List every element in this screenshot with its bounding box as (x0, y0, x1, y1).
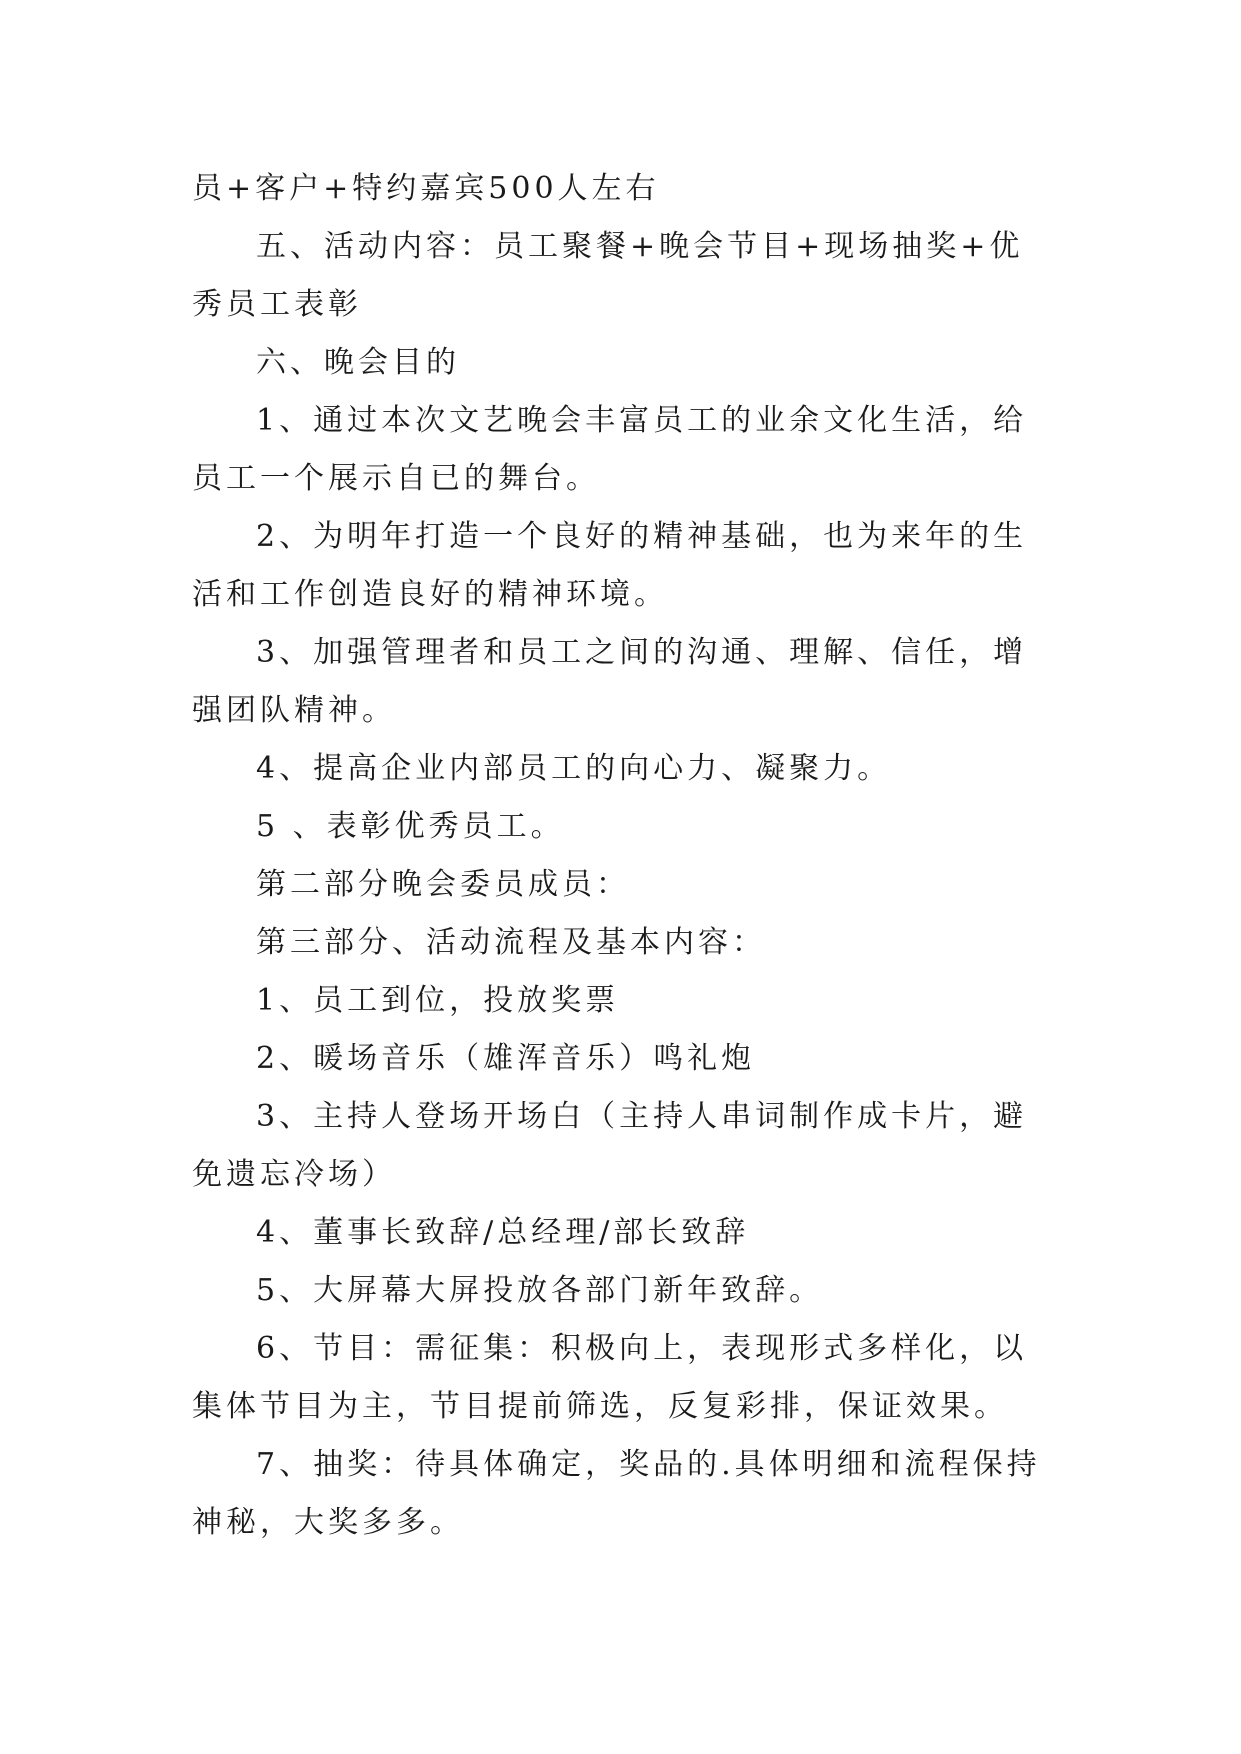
paragraph-flow-3: 3、主持人登场开场白（主持人串词制作成卡片，避免遗忘冷场） (192, 1099, 1028, 1192)
paragraph-flow-2: 2、暖场音乐（雄浑音乐）鸣礼炮 (256, 1041, 756, 1076)
paragraph-purpose-4: 4、提高企业内部员工的向心力、凝聚力。 (256, 751, 892, 786)
paragraph-purpose-1: 1、通过本次文艺晚会丰富员工的业余文化生活，给员工一个展示自已的舞台。 (192, 403, 1028, 496)
document-body (192, 160, 1052, 1552)
paragraph-flow-7: 7、抽奖：待具体确定，奖品的.具体明细和流程保持神秘，大奖多多。 (192, 1447, 1041, 1540)
paragraph-flow-4: 4、董事长致辞/总经理/部长致辞 (256, 1215, 750, 1250)
paragraph-flow-6: 6、节目：需征集：积极向上，表现形式多样化，以集体节目为主，节目提前筛选，反复彩排，保证效果。 (192, 1331, 1028, 1424)
paragraph-activity-content: 五、活动内容：员工聚餐+晚会节目+现场抽奖+优秀员工表彰 (192, 229, 1024, 322)
heading-part-three: 第三部分、活动流程及基本内容： (256, 925, 766, 960)
heading-part-two: 第二部分晚会委员成员： (256, 867, 630, 902)
paragraph-purpose-2: 2、为明年打造一个良好的精神基础，也为来年的生活和工作创造良好的精神环境。 (192, 519, 1028, 612)
paragraph-attendees-continued: 员+客户+特约嘉宾500人左右 (192, 171, 660, 206)
paragraph-purpose-5: 5 、表彰优秀员工。 (256, 809, 565, 844)
paragraph-flow-5: 5、大屏幕大屏投放各部门新年致辞。 (256, 1273, 824, 1308)
paragraph-flow-1: 1、员工到位，投放奖票 (256, 983, 620, 1018)
paragraph-purpose-3: 3、加强管理者和员工之间的沟通、理解、信任，增强团队精神。 (192, 635, 1028, 728)
heading-party-purpose: 六、晚会目的 (256, 345, 460, 380)
